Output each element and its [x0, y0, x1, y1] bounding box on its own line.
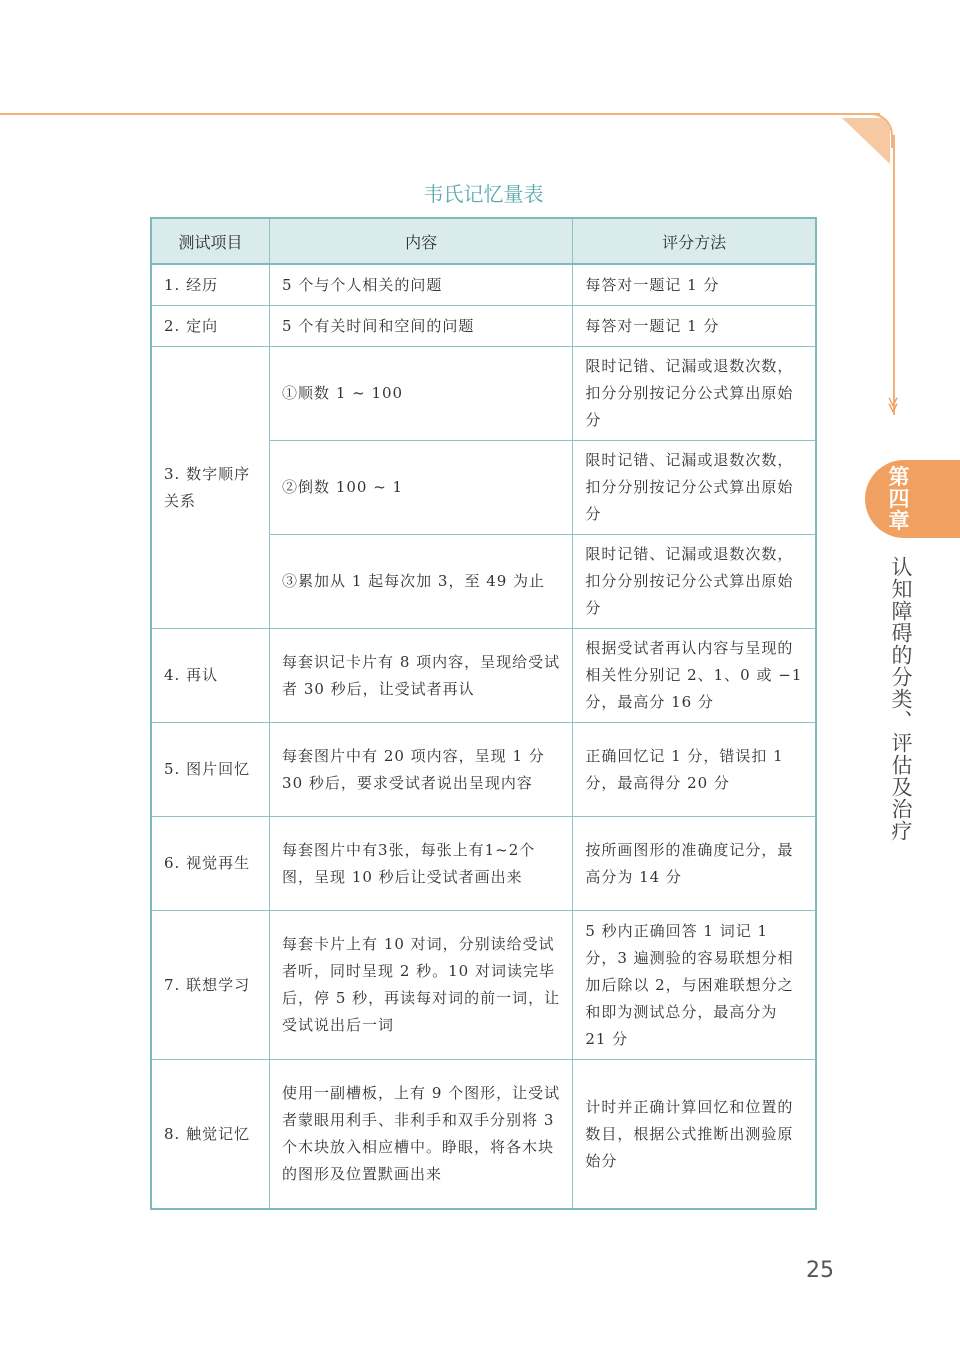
- table-row: [151, 629, 816, 723]
- cell-score: 限时记错、记漏或退数次数，扣分分别按记分公式算出原始分: [573, 347, 816, 441]
- table-row: [151, 723, 816, 817]
- chapter-label: 第四章: [888, 464, 910, 533]
- table-title: 韦氏记忆量表: [423, 182, 544, 206]
- cell-content: 每套图片中有3张，每张上有1~2个图，呈现 10 秒后让受试者画出来: [270, 817, 573, 911]
- cell-content: ③累加从 1 起每次加 3，至 49 为止: [270, 535, 573, 629]
- page-number: 25: [806, 1258, 834, 1283]
- cell-item: 4. 再认: [151, 629, 270, 723]
- cell-score: 计时并正确计算回忆和位置的数目，根据公式推断出测验原始分: [573, 1060, 816, 1210]
- cell-content: 5 个有关时间和空间的问题: [270, 306, 573, 347]
- cell-item: 5. 图片回忆: [151, 723, 270, 817]
- table-row: [151, 817, 816, 911]
- table-row: [151, 306, 816, 347]
- table-row: [151, 347, 816, 441]
- cell-item: 8. 触觉记忆: [151, 1060, 270, 1210]
- frame-top-line: [0, 113, 880, 115]
- cell-content: 每套图片中有 20 项内容，呈现 1 分 30 秒后，要求受试者说出呈现内容: [270, 723, 573, 817]
- header-item: 测试项目: [151, 218, 270, 264]
- section-title: 认知障碍的分类、评估及治疗: [889, 556, 913, 842]
- chevron-down-icon: ≫: [884, 396, 903, 414]
- header-content: 内容: [270, 218, 573, 264]
- cell-score: 每答对一题记 1 分: [573, 306, 816, 347]
- cell-content: 使用一副槽板，上有 9 个图形，让受试者蒙眼用利手、非利手和双手分别将 3 个木块放入相应槽中。睁眼，将各木块的图形及位置默画出来: [270, 1060, 573, 1210]
- cell-item: 3. 数字顺序关系: [151, 347, 270, 629]
- cell-content: 每套识记卡片有 8 项内容，呈现给受试者 30 秒后，让受试者再认: [270, 629, 573, 723]
- cell-item: 6. 视觉再生: [151, 817, 270, 911]
- frame-right-line: [893, 135, 895, 415]
- cell-score: 限时记错、记漏或退数次数，扣分分别按记分公式算出原始分: [573, 441, 816, 535]
- cell-score: 按所画图形的准确度记分，最高分为 14 分: [573, 817, 816, 911]
- cell-content: 每套卡片上有 10 对词，分别读给受试者听，同时呈现 2 秒。10 对词读完毕后，停 5 秒，再读每对词的前一词，让受试说出后一词: [270, 911, 573, 1060]
- cell-item: 7. 联想学习: [151, 911, 270, 1060]
- cell-content: ②倒数 100 ~ 1: [270, 441, 573, 535]
- cell-score: 根据受试者再认内容与呈现的相关性分别记 2、1、0 或 −1 分，最高分 16 分: [573, 629, 816, 723]
- cell-content: ①顺数 1 ~ 100: [270, 347, 573, 441]
- table-row: [151, 264, 816, 306]
- memory-scale-table: [150, 217, 817, 1210]
- cell-score: 每答对一题记 1 分: [573, 264, 816, 306]
- cell-score: 正确回忆记 1 分，错误扣 1 分，最高得分 20 分: [573, 723, 816, 817]
- corner-tab-icon: [842, 118, 890, 164]
- header-score: 评分方法: [573, 218, 816, 264]
- cell-score: 限时记错、记漏或退数次数，扣分分别按记分公式算出原始分: [573, 535, 816, 629]
- cell-item: 1. 经历: [151, 264, 270, 306]
- cell-content: 5 个与个人相关的问题: [270, 264, 573, 306]
- table-row: [151, 1060, 816, 1210]
- table-row: [151, 911, 816, 1060]
- cell-score: 5 秒内正确回答 1 词记 1 分，3 遍测验的容易联想分相加后除以 2，与困难联想分之和即为测试总分，最高分为 21 分: [573, 911, 816, 1060]
- cell-item: 2. 定向: [151, 306, 270, 347]
- table-header-row: [151, 218, 816, 264]
